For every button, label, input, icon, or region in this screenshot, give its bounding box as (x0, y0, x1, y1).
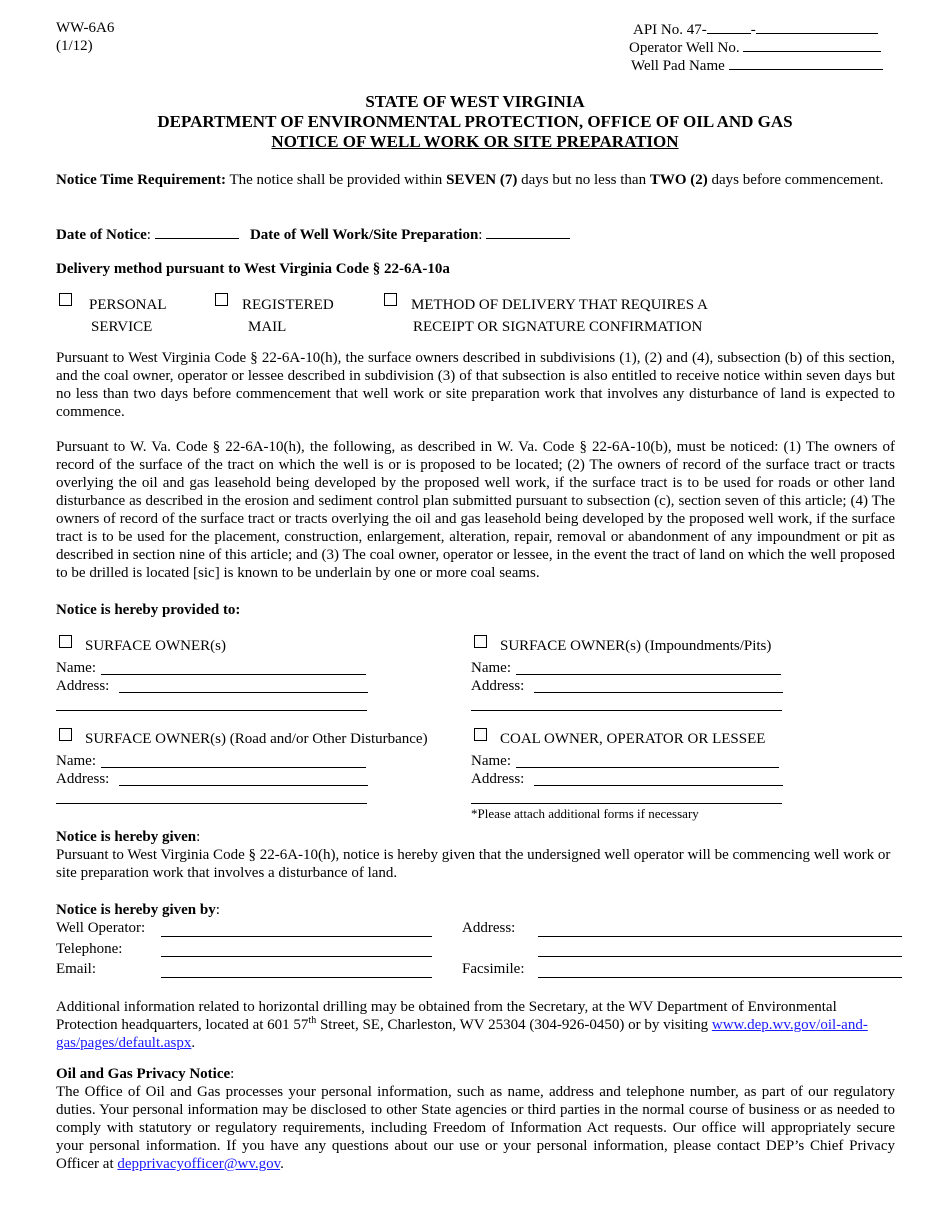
api-county-blank[interactable] (707, 19, 751, 34)
impoundments-address-label: Address: (471, 678, 525, 694)
provided-to-heading: Notice is hereby provided to: (56, 602, 241, 618)
operator-well-blank[interactable] (743, 37, 881, 52)
coal-owner-label: COAL OWNER, OPERATOR OR LESSEE (500, 731, 766, 747)
surface-owner-road-label: SURFACE OWNER(s) (Road and/or Other Disturbance) (85, 731, 428, 747)
notice-time-requirement (56, 171, 896, 189)
notice-time-two: TWO (2) (649, 172, 708, 188)
notice-given-text: Pursuant to West Virginia Code § 22-6A-10(h), notice is hereby given that the undersigned well operator will be commencing well work or site preparation work that involves a disturbance of land. (56, 847, 891, 881)
api-number-field[interactable] (633, 19, 878, 39)
given-by-heading (56, 901, 220, 919)
road-address-field-2[interactable] (56, 803, 367, 804)
well-pad-blank[interactable] (729, 55, 883, 70)
email-label: Email: (56, 961, 96, 977)
form-date: (1/12) (56, 38, 93, 54)
form-code: WW-6A6 (56, 20, 115, 36)
privacy-text (56, 1083, 895, 1173)
privacy-officer-email-link[interactable]: depprivacyofficer@wv.gov (117, 1156, 281, 1172)
privacy-heading-colon: : (230, 1066, 235, 1082)
privacy-heading-text: Oil and Gas Privacy Notice (56, 1066, 231, 1082)
notice-time-text-3: days before commencement. (707, 172, 884, 188)
surface-owner-address-field-2[interactable] (56, 710, 367, 711)
additional-info-text-1: Additional information related to horizontal drilling may be obtained from the Secretary, at the WV Department of Environmental Protection headquarters, located at 601 57 (56, 999, 837, 1033)
address-field[interactable] (538, 936, 902, 937)
personal-service-label: PERSONAL (89, 297, 167, 313)
pursuant-paragraph-1: Pursuant to West Virginia Code § 22-6A-10(h), the surface owners described in subdivisions (1), (2) and (4), subsection (b) of this section, and the coal owner, operator or lessee described in subdivision (3) of that subsection is also entitled to receive notice within seven days but no less than two days before commencement that well work or site preparation work that involves any disturbance of land is expected to commence. (56, 350, 895, 420)
signature-confirmation-label: METHOD OF DELIVERY THAT REQUIRES A (411, 297, 708, 313)
dates-row (56, 224, 570, 244)
notice-title: NOTICE OF WELL WORK OR SITE PREPARATION (271, 132, 679, 151)
privacy-text-end: . (280, 1156, 284, 1172)
signature-confirmation-checkbox[interactable] (384, 293, 397, 306)
api-separator: - (750, 22, 756, 38)
coal-name-label: Name: (471, 753, 511, 769)
date-of-work-colon: : (478, 227, 483, 243)
notice-time-text-1: The notice shall be provided within (225, 172, 447, 188)
telephone-field[interactable] (161, 956, 432, 957)
operator-well-label: Operator Well No. (629, 40, 740, 56)
address-field-2[interactable] (538, 956, 902, 957)
additional-info-sup: th (308, 1015, 317, 1026)
api-label: API No. 47- (633, 22, 707, 38)
surface-owner-address-label: Address: (56, 678, 110, 694)
telephone-label: Telephone: (56, 941, 123, 957)
delivery-heading: Delivery method pursuant to West Virginia Code § 22-6A-10a (56, 261, 450, 277)
well-operator-field[interactable] (161, 936, 432, 937)
notice-given-heading (56, 828, 200, 846)
privacy-heading (56, 1065, 234, 1083)
road-address-label: Address: (56, 771, 110, 787)
dep-website-link[interactable]: www.dep.wv.gov/oil-and-gas/pages/default.aspx (56, 1017, 868, 1051)
surface-owner-label: SURFACE OWNER(s) (85, 638, 226, 654)
additional-info (56, 998, 895, 1052)
given-by-colon: : (215, 902, 220, 918)
personal-service-checkbox[interactable] (59, 293, 72, 306)
personal-service-label-2: SERVICE (91, 319, 153, 335)
facsimile-field[interactable] (538, 977, 902, 978)
notice-given-heading-text: Notice is hereby given (56, 829, 197, 845)
coal-address-field[interactable] (534, 785, 783, 786)
privacy-text-body: The Office of Oil and Gas processes your personal information, such as name, address and telephone number, as part of our regulatory duties. Your personal information may be disclosed to other State agencies or third parties in the normal course of business or as needed to comply with statutory or regulatory requirements, including Freedom of Information Act requests. Our office will appropriately secure your personal information. If you have any questions about our use or your personal information, please contact DEP’s Chief Privacy Officer at (56, 1084, 895, 1172)
surface-owner-checkbox[interactable] (59, 635, 72, 648)
registered-mail-label-2: MAIL (248, 319, 287, 335)
operator-well-field[interactable] (629, 37, 881, 57)
api-permit-blank[interactable] (756, 19, 878, 34)
impoundments-name-field[interactable] (516, 674, 781, 675)
surface-owner-road-checkbox[interactable] (59, 728, 72, 741)
registered-mail-label: REGISTERED (242, 297, 334, 313)
signature-confirmation-label-2: RECEIPT OR SIGNATURE CONFIRMATION (413, 319, 703, 335)
attach-forms-note: *Please attach additional forms if necessary (471, 806, 699, 821)
given-by-heading-text: Notice is hereby given by (56, 902, 216, 918)
notice-time-label: Notice Time Requirement: (56, 172, 226, 188)
notice-given-colon: : (196, 829, 201, 845)
email-field[interactable] (161, 977, 432, 978)
date-of-work-field[interactable] (486, 224, 570, 239)
state-title: STATE OF WEST VIRGINIA (365, 92, 585, 111)
road-address-field[interactable] (119, 785, 368, 786)
date-of-notice-label: Date of Notice (56, 227, 147, 243)
coal-owner-checkbox[interactable] (474, 728, 487, 741)
surface-owner-impoundments-checkbox[interactable] (474, 635, 487, 648)
department-title: DEPARTMENT OF ENVIRONMENTAL PROTECTION, OFFICE OF OIL AND GAS (157, 112, 793, 131)
road-name-field[interactable] (101, 767, 366, 768)
address-label: Address: (462, 920, 516, 936)
notice-time-text-2: days but no less than (517, 172, 650, 188)
well-pad-field[interactable] (631, 55, 883, 75)
registered-mail-checkbox[interactable] (215, 293, 228, 306)
impoundments-name-label: Name: (471, 660, 511, 676)
additional-info-text-2: Street, SE, Charleston, WV 25304 (304-926-0450) or by visiting (316, 1017, 712, 1033)
well-operator-label: Well Operator: (56, 920, 146, 936)
coal-address-field-2[interactable] (471, 803, 782, 804)
coal-name-field[interactable] (516, 767, 779, 768)
pursuant-paragraph-2: Pursuant to W. Va. Code § 22-6A-10(h), the following, as described in W. Va. Code § 22-6A-10(b), must be noticed: (1) The owners of record of the surface of the tract on which the well is or is proposed to be located; (2) The owners of record of the surface tract or tracts overlying the oil and gas leasehold being developed by the proposed well work, if the surface tract is to be used for roads or other land disturbance as described in the erosion and sediment control plan submitted pursuant to subsection (c), section seven of this article; (4) The owners of record of the surface tract or tracts overlying the oil and gas leasehold being developed by the proposed well work, if the surface tract is to be used for the placement, construction, enlargement, alteration, repair, removal or abandonment of any impoundment or pit as described in section nine of this article; and (3) The coal owner, operator or lessee, in the event the tract of land on which the well proposed to be drilled is located [sic] is known to be underlain by one or more coal seams. (56, 439, 895, 581)
date-of-notice-field[interactable] (155, 224, 239, 239)
well-pad-label: Well Pad Name (631, 58, 725, 74)
impoundments-address-field[interactable] (534, 692, 783, 693)
coal-address-label: Address: (471, 771, 525, 787)
surface-owner-name-field[interactable] (101, 674, 366, 675)
facsimile-label: Facsimile: (462, 961, 525, 977)
date-of-notice-colon: : (146, 227, 151, 243)
notice-time-seven: SEVEN (7) (446, 172, 518, 188)
surface-owner-impoundments-label: SURFACE OWNER(s) (Impoundments/Pits) (500, 638, 772, 654)
surface-owner-address-field[interactable] (119, 692, 368, 693)
impoundments-address-field-2[interactable] (471, 710, 782, 711)
surface-owner-name-label: Name: (56, 660, 96, 676)
additional-info-text-3: . (191, 1035, 196, 1051)
road-name-label: Name: (56, 753, 96, 769)
date-of-work-label: Date of Well Work/Site Preparation (249, 227, 479, 243)
